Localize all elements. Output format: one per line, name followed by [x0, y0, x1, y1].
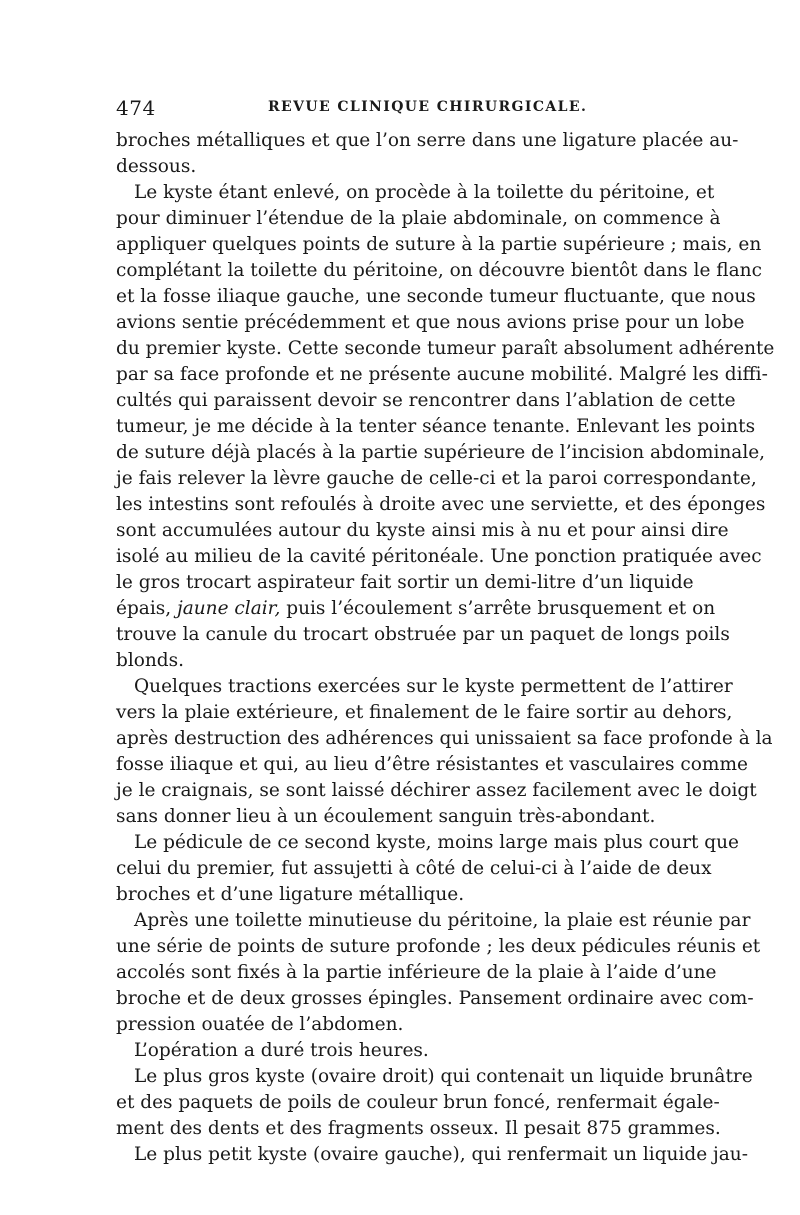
text-line: ment des dents et des fragments osseux. Il pesait 875 grammes. — [116, 1118, 721, 1139]
text-line: complétant la toilette du péritoine, on découvre bientôt dans le flanc — [116, 260, 762, 281]
text-line: avions sentie précédemment et que nous avions prise pour un lobe — [116, 312, 745, 333]
text-line: tumeur, je me décide à la tenter séance tenante. Enlevant les points — [116, 416, 756, 437]
text-line: pression ouatée de l’abdomen. — [116, 1014, 404, 1035]
text-line: blonds. — [116, 650, 185, 671]
text-line: appliquer quelques points de suture à la partie supérieure ; mais, en — [116, 234, 762, 255]
text-segment: puis l’écoulement s’arrête brusquement et on — [280, 598, 716, 619]
text-line: par sa face profonde et ne présente aucune mobilité. Malgré les diffi- — [116, 364, 768, 385]
text-line: L’opération a duré trois heures. — [134, 1040, 429, 1061]
text-line: Le kyste étant enlevé, on procède à la toilette du péritoine, et — [134, 182, 715, 203]
page-number: 474 — [116, 96, 156, 120]
text-line: une série de points de suture profonde ; les deux pédicules réunis et — [116, 936, 761, 957]
text-line: trouve la canule du trocart obstruée par un paquet de longs poils — [116, 624, 730, 645]
text-line: sans donner lieu à un écoulement sanguin très-abondant. — [116, 806, 656, 827]
text-line: Après une toilette minutieuse du péritoine, la plaie est réunie par — [134, 910, 751, 931]
text-line: pour diminuer l’étendue de la plaie abdominale, on commence à — [116, 208, 721, 229]
text-line: dessous. — [116, 156, 197, 177]
text-segment: épais, — [116, 598, 177, 619]
text-line: broches et d’une ligature métallique. — [116, 884, 465, 905]
text-line: Quelques tractions exercées sur le kyste permettent de l’attirer — [134, 676, 733, 697]
text-line: Le plus petit kyste (ovaire gauche), qui renfermait un liquide jau- — [134, 1144, 748, 1165]
text-line: broches métalliques et que l’on serre dans une ligature placée au- — [116, 130, 739, 151]
body-text — [116, 128, 775, 1168]
text-line: et des paquets de poils de couleur brun foncé, renfermait égale- — [116, 1092, 720, 1113]
text-line: broche et de deux grosses épingles. Pansement ordinaire avec com- — [116, 988, 754, 1009]
text-line: vers la plaie extérieure, et finalement de le faire sortir au dehors, — [116, 702, 733, 723]
text-line: de suture déjà placés à la partie supérieure de l’incision abdominale, — [116, 442, 766, 463]
text-line: le gros trocart aspirateur fait sortir un demi-litre d’un liquide — [116, 572, 694, 593]
text-line: du premier kyste. Cette seconde tumeur paraît absolument adhérente — [116, 338, 775, 359]
italic-phrase: jaune clair, — [177, 598, 281, 619]
text-line: après destruction des adhérences qui unissaient sa face profonde à la — [116, 728, 773, 749]
text-line: isolé au milieu de la cavité péritonéale. Une ponction pratiquée avec — [116, 546, 762, 567]
text-line: sont accumulées autour du kyste ainsi mis à nu et pour ainsi dire — [116, 520, 729, 541]
text-line: et la fosse iliaque gauche, une seconde tumeur fluctuante, que nous — [116, 286, 756, 307]
text-line: Le pédicule de ce second kyste, moins large mais plus court que — [134, 832, 739, 853]
text-line: je le craignais, se sont laissé déchirer assez facilement avec le doigt — [116, 780, 757, 801]
text-line: cultés qui paraissent devoir se rencontrer dans l’ablation de cette — [116, 390, 736, 411]
text-line: les intestins sont refoulés à droite avec une serviette, et des éponges — [116, 494, 766, 515]
text-line-mixed — [116, 596, 716, 622]
text-line: celui du premier, fut assujetti à côté de celui-ci à l’aide de deux — [116, 858, 712, 879]
text-line: accolés sont fixés à la partie inférieure de la plaie à l’aide d’une — [116, 962, 717, 983]
text-line: fosse iliaque et qui, au lieu d’être résistantes et vasculaires comme — [116, 754, 748, 775]
page-header — [116, 96, 686, 126]
text-line: Le plus gros kyste (ovaire droit) qui contenait un liquide brunâtre — [134, 1066, 753, 1087]
running-title: REVUE CLINIQUE CHIRURGICALE. — [268, 99, 588, 115]
text-line: je fais relever la lèvre gauche de celle-ci et la paroi correspondante, — [116, 468, 757, 489]
